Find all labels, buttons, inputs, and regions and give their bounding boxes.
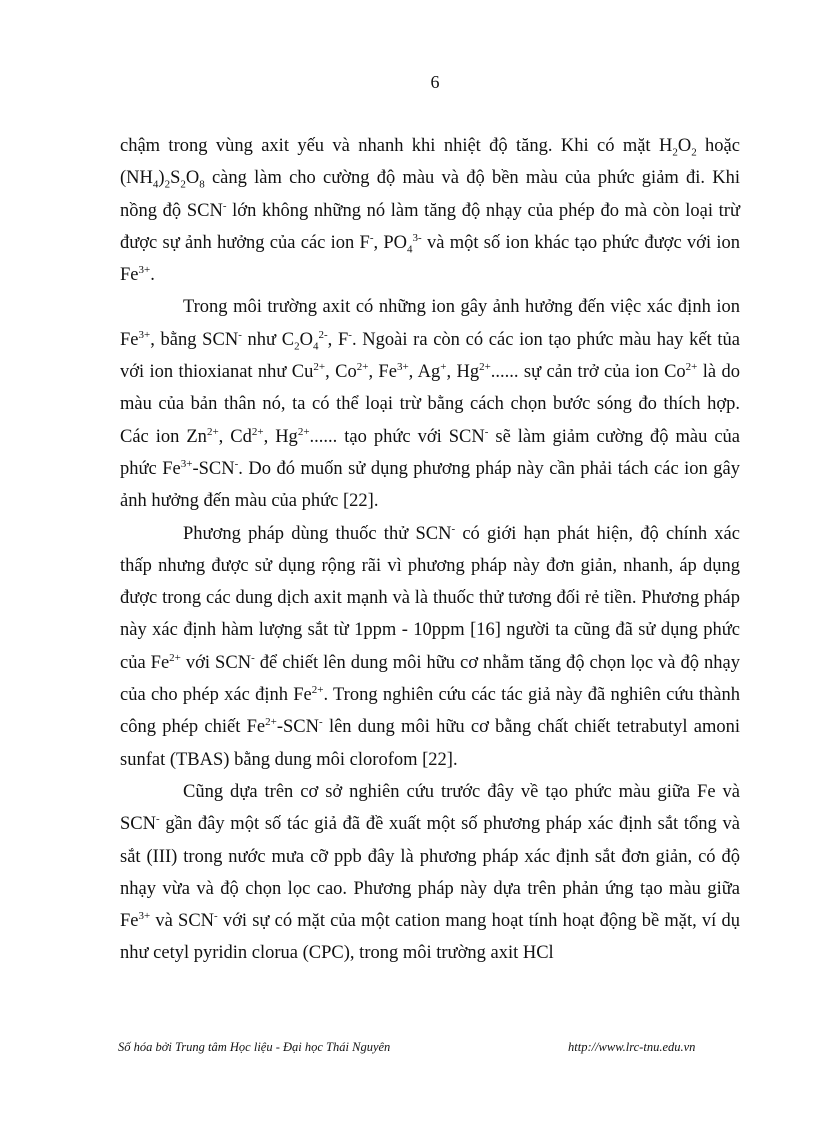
subscript-text: 2: [294, 340, 300, 353]
superscript-text: -: [238, 328, 242, 341]
paragraph: [120, 291, 740, 517]
superscript-text: 3+: [396, 360, 409, 373]
paragraph-text: , bằng SCN: [150, 329, 239, 350]
subscript-text: 2: [672, 146, 678, 159]
paragraph-text: , Ag: [408, 362, 441, 383]
footer-url: http://www.lrc-tnu.edu.vn: [568, 1040, 696, 1054]
paragraph-text: , Hg: [446, 362, 480, 383]
paragraph-text: , PO: [373, 232, 408, 253]
paragraph-text: , Cd: [218, 426, 252, 447]
superscript-text: 3+: [138, 909, 151, 922]
paragraph-text: chậm trong vùng axit yếu và nhanh khi nhiệt độ tăng. Khi có mặt H: [120, 136, 673, 156]
page-number: 6: [430, 72, 440, 92]
paragraph-text: O: [677, 136, 692, 156]
superscript-text: 2+: [356, 360, 369, 373]
paragraph-text: và một số ion khác tạo phức được với ion Fe: [120, 232, 740, 286]
paragraph-text: lên dung môi hữu cơ bằng chất chiết tetrabutyl amoni sunfat (TBAS) bằng dung môi clorofom [22].: [120, 717, 740, 770]
superscript-text: -: [156, 813, 160, 826]
paragraph-text: như C: [241, 329, 295, 350]
superscript-text: -: [348, 328, 352, 341]
subscript-text: 8: [199, 178, 205, 191]
paragraph-text: hoặc (NH: [120, 136, 740, 189]
subscript-text: 2: [164, 178, 171, 191]
superscript-text: 2+: [313, 360, 326, 373]
superscript-text: 2+: [251, 425, 264, 438]
superscript-text: 2+: [169, 651, 181, 664]
paragraph-text: Trong môi trường axit có những ion gây ảnh hưởng đến việc xác định ion Fe: [120, 297, 740, 350]
paragraph: [120, 776, 740, 970]
paragraph-text: . Do đó muốn sử dụng phương pháp này cần phải tách các ion gây ảnh hưởng đến màu của phức [22].: [120, 458, 740, 512]
paragraph-text: ...... tạo phức với SCN: [309, 426, 485, 447]
paragraph-text: sẽ làm giảm cường độ màu của phức Fe: [120, 426, 740, 479]
superscript-text: -: [251, 651, 255, 664]
paragraph-text: O: [299, 329, 313, 350]
subscript-text: 4: [152, 178, 159, 191]
superscript-text: 2+: [297, 425, 310, 438]
subscript-text: 2: [180, 178, 186, 191]
paragraph-text: -SCN: [192, 458, 235, 479]
paragraph-text: với sự có mặt của một cation mang hoạt tính hoạt động bề mặt, ví dụ như cetyl pyridin clorua (CPC), trong môi trường axit HCl: [120, 911, 740, 964]
paragraph-text: , Fe: [368, 362, 397, 383]
superscript-text: -: [234, 457, 239, 470]
paragraph-text: ...... sự cản trở của ion Co: [490, 362, 686, 383]
paragraph-text: và SCN: [150, 911, 215, 932]
superscript-text: 2+: [479, 360, 491, 373]
paragraph-text: S: [170, 168, 181, 189]
paragraph-text: , Co: [325, 362, 357, 383]
paragraph-text: ): [158, 168, 165, 189]
footer-source-label: Số hóa bởi Trung tâm Học liệu - Đại học Thái Nguyên: [118, 1040, 391, 1054]
paragraph-text: lớn không những nó làm tăng độ nhạy của phép đo mà còn loại trừ được sự ảnh hưởng của các ion F: [120, 200, 740, 253]
paragraph-text: Cũng dựa trên cơ sở nghiên cứu trước đây về tạo phức màu giữa Fe và SCN: [120, 781, 740, 835]
superscript-text: -: [214, 909, 218, 922]
paragraph-text: . Trong nghiên cứu các tác giả này đã nghiên cứu thành công phép chiết Fe: [120, 685, 740, 738]
superscript-text: -: [222, 199, 227, 212]
paragraph: [120, 130, 740, 291]
superscript-text: 3-: [412, 231, 422, 244]
subscript-text: 4: [312, 340, 319, 353]
superscript-text: -: [319, 716, 323, 729]
superscript-text: 2+: [265, 716, 277, 729]
paragraph-text: Phương pháp dùng thuốc thử SCN: [183, 523, 452, 544]
superscript-text: +: [440, 360, 447, 373]
paragraph-text: -SCN: [276, 717, 320, 738]
paragraph: [120, 518, 740, 776]
paragraph-text: O: [185, 168, 200, 189]
paragraph-text: .: [150, 265, 155, 286]
superscript-text: 3+: [138, 264, 151, 277]
superscript-text: 2+: [206, 425, 219, 438]
paragraph-text: , F: [327, 329, 349, 350]
superscript-text: -: [451, 522, 456, 535]
paragraph-text: . Ngoài ra còn có các ion tạo phức màu hay kết tủa với ion thioxianat như Cu: [120, 329, 740, 383]
subscript-text: 4: [407, 243, 413, 256]
superscript-text: 3+: [180, 457, 193, 470]
paragraph-text: với SCN: [180, 652, 252, 673]
subscript-text: 2: [691, 146, 697, 159]
paragraph-text: gần đây một số tác giả đã đề xuất một số phương pháp xác định sắt tổng và sắt (III) trong nước mưa cỡ ppb đây là phương pháp xác định sắt đơn giản, có độ nhạy vừa và độ chọn lọc cao. Phương pháp này dựa trên phản ứng tạo màu giữa Fe: [120, 814, 740, 932]
superscript-text: 2+: [311, 683, 324, 696]
superscript-text: 3+: [138, 328, 151, 341]
paragraph-text: có giới hạn phát hiện, độ chính xác thấp nhưng được sử dụng rộng rãi vì phương pháp này đơn giản, nhanh, áp dụng được trong các dung dịch axit mạnh và là thuốc thử tương đối rẻ tiền. Phương pháp này xác định hàm lượng sắt từ 1ppm - 10ppm [16] người ta cũng đã sử dụng phức của Fe: [120, 523, 740, 673]
paragraph-text: , Hg: [263, 426, 298, 447]
superscript-text: -: [369, 231, 374, 244]
superscript-text: 2-: [318, 328, 328, 341]
paragraph-text: càng làm cho cường độ màu và độ bền màu của phức giảm đi. Khi nồng độ SCN: [120, 168, 740, 221]
paragraph-text: là do màu của bản thân nó, ta có thể loại trừ bằng cách chọn bước sóng đo thích hợp. Các ion Zn: [120, 362, 740, 447]
superscript-text: 2+: [685, 360, 698, 373]
document-body: [120, 130, 740, 970]
paragraph-text: để chiết lên dung môi hữu cơ nhằm tăng độ chọn lọc và độ nhạy của cho phép xác định Fe: [120, 652, 740, 706]
superscript-text: -: [484, 425, 489, 438]
